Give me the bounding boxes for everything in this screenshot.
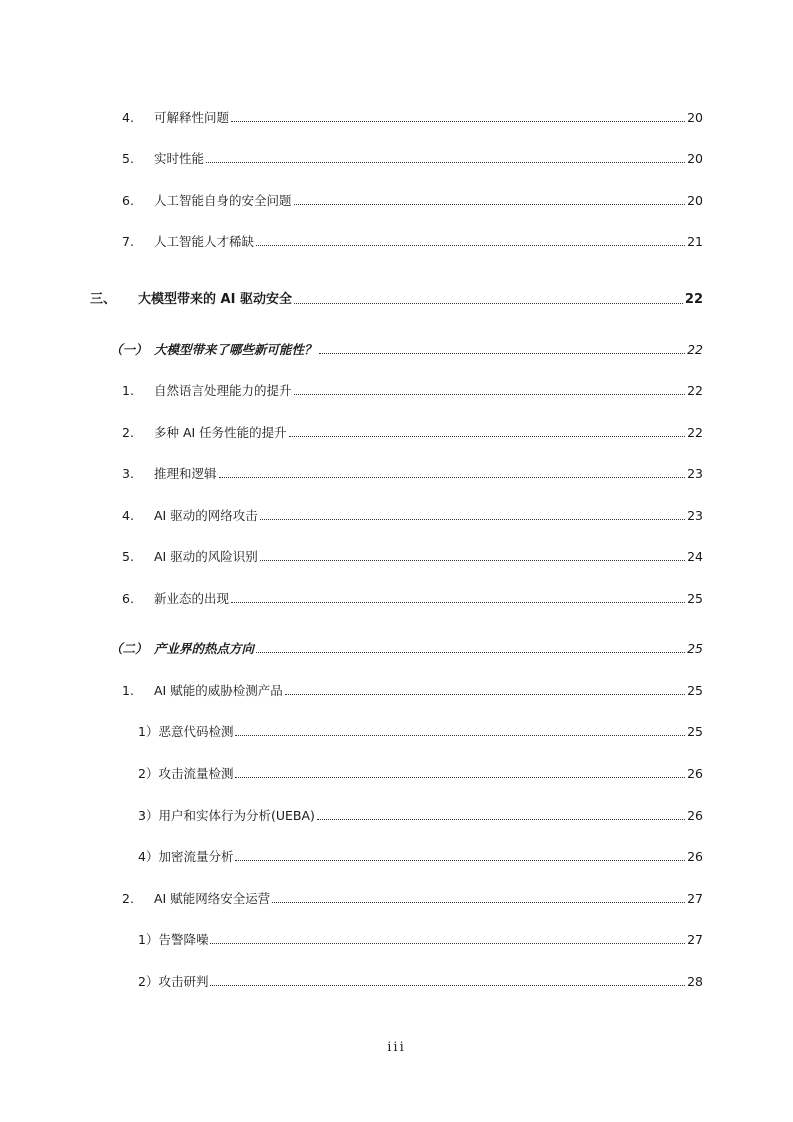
toc-subentry[interactable] <box>138 764 703 782</box>
toc-entry[interactable] <box>122 381 703 399</box>
toc-entry-page: 20 <box>687 110 703 125</box>
toc-entry[interactable] <box>122 232 703 250</box>
dot-leader <box>210 984 685 986</box>
toc-section-page: 25 <box>687 641 703 656</box>
dot-leader <box>235 734 685 736</box>
toc-subentry-title: 1）恶意代码检测 <box>138 724 234 739</box>
toc-entry-title: 可解释性问题 <box>154 110 230 125</box>
toc-entry-number: 7. <box>122 234 134 249</box>
toc-entry-page: 25 <box>687 683 703 698</box>
toc-subentry[interactable] <box>138 722 703 740</box>
toc-section-entry[interactable] <box>110 340 703 358</box>
toc-entry[interactable] <box>122 681 703 699</box>
toc-subentry-page: 28 <box>687 974 703 989</box>
toc-entry-title: AI 驱动的网络攻击 <box>154 508 258 523</box>
toc-entry-page: 23 <box>687 508 703 523</box>
toc-entry-title: 人工智能自身的安全问题 <box>154 193 292 208</box>
toc-entry[interactable] <box>122 464 703 482</box>
toc-entry-title: 推理和逻辑 <box>154 466 217 481</box>
toc-entry[interactable] <box>122 589 703 607</box>
toc-section-number: （一） <box>110 342 148 357</box>
toc-entry-title: AI 赋能的威胁检测产品 <box>154 683 283 698</box>
dot-leader <box>235 776 685 778</box>
toc-entry-number: 4. <box>122 508 134 523</box>
dot-leader <box>285 693 685 695</box>
toc-entry-title: 实时性能 <box>154 151 205 166</box>
dot-leader <box>289 435 685 437</box>
toc-entry-number: 5. <box>122 151 134 166</box>
toc-subentry-page: 26 <box>687 849 703 864</box>
toc-entry[interactable] <box>122 889 703 907</box>
dot-leader <box>235 859 685 861</box>
toc-chapter-number: 三、 <box>90 292 117 307</box>
toc-section-entry[interactable] <box>110 639 703 657</box>
dot-leader <box>317 818 685 820</box>
toc-entry-number: 6. <box>122 591 134 606</box>
toc-chapter-title: 大模型带来的 AI 驱动安全 <box>138 292 292 307</box>
toc-entry-number: 6. <box>122 193 134 208</box>
toc-subentry-title: 2）攻击研判 <box>138 974 209 989</box>
toc-entry-page: 21 <box>687 234 703 249</box>
toc-chapter-page: 22 <box>684 292 703 307</box>
page-number-footer: iii <box>387 1040 406 1055</box>
toc-subentry[interactable] <box>138 972 703 990</box>
toc-entry-page: 24 <box>687 549 703 564</box>
toc-entry-title: 新业态的出现 <box>154 591 230 606</box>
dot-leader <box>319 352 686 354</box>
toc-subentry[interactable] <box>138 930 703 948</box>
toc-entry[interactable] <box>122 423 703 441</box>
toc-section-number: （二） <box>110 641 148 656</box>
toc-entry-page: 22 <box>687 383 703 398</box>
toc-subentry-page: 27 <box>687 932 703 947</box>
toc-section-title: 大模型带来了哪些新可能性？ <box>154 342 317 357</box>
toc-entry-title: 自然语言处理能力的提升 <box>154 383 292 398</box>
toc-entry[interactable] <box>122 149 703 167</box>
toc-entry-page: 25 <box>687 591 703 606</box>
toc-section-page: 22 <box>687 342 703 357</box>
toc-entry[interactable] <box>122 108 703 126</box>
dot-leader <box>256 651 685 653</box>
dot-leader <box>260 559 685 561</box>
toc-entry-number: 1. <box>122 383 134 398</box>
dot-leader <box>210 942 685 944</box>
toc-entry[interactable] <box>122 191 703 209</box>
toc-entry-number: 2. <box>122 425 134 440</box>
dot-leader <box>219 476 686 478</box>
dot-leader <box>294 393 686 395</box>
toc-subentry-title: 2）攻击流量检测 <box>138 766 234 781</box>
toc-entry-number: 1. <box>122 683 134 698</box>
dot-leader <box>231 120 685 122</box>
toc-entry-page: 27 <box>687 891 703 906</box>
toc-subentry-page: 25 <box>687 724 703 739</box>
toc-entry-number: 2. <box>122 891 134 906</box>
toc-subentry-page: 26 <box>687 766 703 781</box>
dot-leader <box>256 244 685 246</box>
dot-leader <box>206 161 685 163</box>
toc-entry-title: AI 赋能网络安全运营 <box>154 891 271 906</box>
toc-chapter-entry[interactable] <box>90 290 703 308</box>
toc-subentry-title: 3）用户和实体行为分析(UEBA) <box>138 808 315 823</box>
toc-entry-title: 人工智能人才稀缺 <box>154 234 255 249</box>
toc-entry-title: AI 驱动的风险识别 <box>154 549 258 564</box>
dot-leader <box>294 203 686 205</box>
toc-entry[interactable] <box>122 547 703 565</box>
toc-subentry-page: 26 <box>687 808 703 823</box>
toc-entry-title: 多种 AI 任务性能的提升 <box>154 425 287 440</box>
dot-leader <box>294 302 683 304</box>
toc-entry-number: 3. <box>122 466 134 481</box>
dot-leader <box>231 601 685 603</box>
dot-leader <box>260 518 685 520</box>
toc-entry-page: 22 <box>687 425 703 440</box>
toc-subentry[interactable] <box>138 806 703 824</box>
toc-subentry-title: 4）加密流量分析 <box>138 849 234 864</box>
dot-leader <box>272 901 685 903</box>
toc-subentry[interactable] <box>138 847 703 865</box>
toc-entry-page: 23 <box>687 466 703 481</box>
toc-entry-page: 20 <box>687 151 703 166</box>
toc-section-title: 产业界的热点方向 <box>154 641 255 656</box>
toc-entry-number: 5. <box>122 549 134 564</box>
toc-subentry-title: 1）告警降噪 <box>138 932 209 947</box>
toc-entry[interactable] <box>122 506 703 524</box>
toc-entry-page: 20 <box>687 193 703 208</box>
toc-entry-number: 4. <box>122 110 134 125</box>
